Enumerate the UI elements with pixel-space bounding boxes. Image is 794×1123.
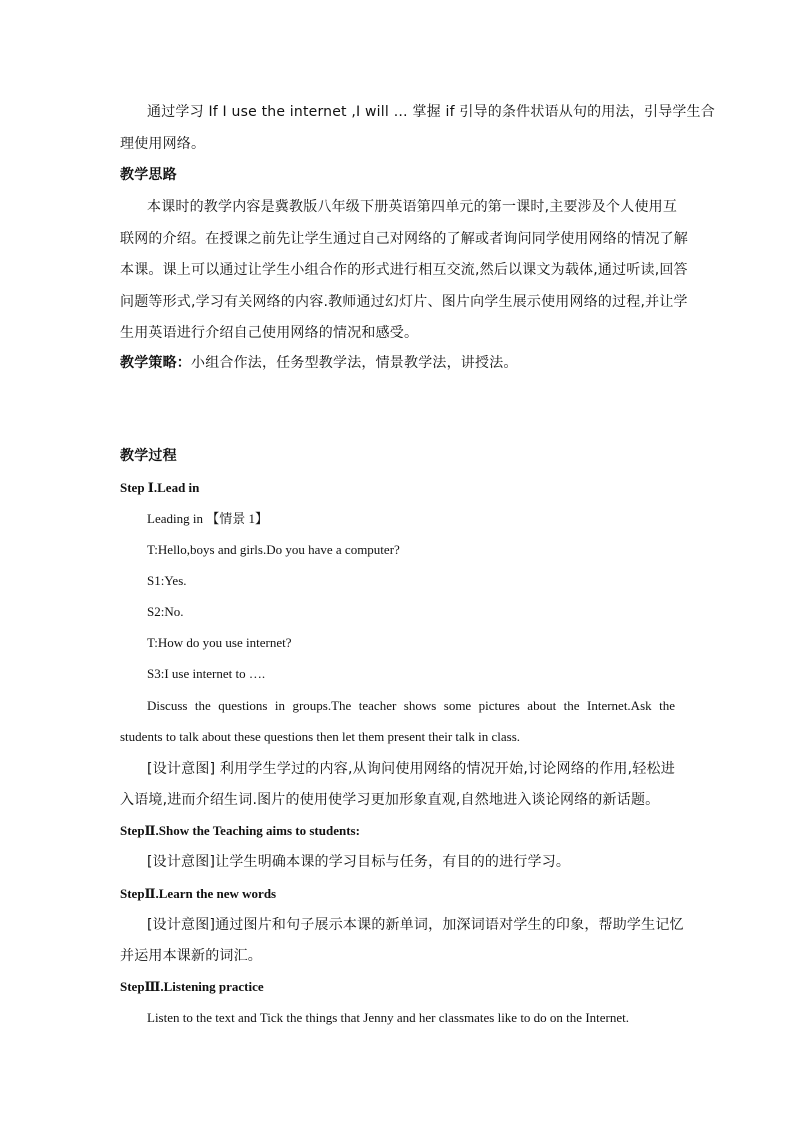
teaching-idea-line-4: 问题等形式,学习有关网络的内容.教师通过幻灯片、图片向学生展示使用网络的过程,并让学	[120, 294, 688, 310]
step3-design-line-2: 并运用本课新的词汇。	[120, 948, 262, 964]
dialogue-line-1: T:Hello,boys and girls.Do you have a computer?	[147, 542, 400, 557]
intro-line-1: 通过学习 If I use the internet ,I will … 掌握 if 引导的条件状语从句的用法，引导学生合	[147, 104, 715, 120]
strategy-text: 小组合作法，任务型教学法，情景教学法，讲授法。	[191, 355, 518, 371]
step2-title: StepⅡ.Show the Teaching aims to students:	[120, 823, 360, 838]
intro-line-2: 理使用网络。	[120, 136, 206, 152]
teaching-idea-line-2: 联网的介绍。在授课之前先让学生通过自己对网络的了解或者询问同学使用网络的情况了解	[120, 231, 688, 247]
step1-title: Step Ⅰ.Lead in	[120, 480, 200, 495]
process-heading: 教学过程	[120, 448, 177, 464]
dialogue-line-2: S1:Yes.	[147, 573, 187, 588]
teaching-idea-line-5: 生用英语进行介绍自己使用网络的情况和感受。	[120, 325, 419, 341]
teaching-idea-line-3: 本课。课上可以通过让学生小组合作的形式进行相互交流,然后以课文为载体,通过听读,回答	[120, 262, 688, 278]
step3-title: StepⅡ.Learn the new words	[120, 886, 277, 901]
strategy-label: 教学策略：	[120, 355, 191, 371]
step3-design-line-1: [设计意图]通过图片和句子展示本课的新单词，加深词语对学生的印象，帮助学生记忆	[147, 917, 684, 933]
discuss-line-1: Discuss the questions in groups.The teacher shows some pictures about the Internet.Ask the	[147, 698, 675, 713]
step2-design: [设计意图]让学生明确本课的学习目标与任务，有目的的进行学习。	[147, 854, 571, 870]
dialogue-line-3: S2:No.	[147, 604, 184, 619]
teaching-idea-line-1: 本课时的教学内容是冀教版八年级下册英语第四单元的第一课时,主要涉及个人使用互	[147, 199, 678, 215]
step1-design-line-2: 入语境,进而介绍生词.图片的使用使学习更加形象直观,自然地进入谈论网络的新话题。	[120, 792, 660, 808]
dialogue-line-4: T:How do you use internet?	[147, 635, 292, 650]
step4-title: StepⅢ.Listening practice	[120, 979, 264, 994]
dialogue-line-5: S3:I use internet to ….	[147, 666, 266, 681]
step1-lead-in: Leading in 【情景 1】	[147, 511, 268, 526]
step1-design-line-1: [设计意图] 利用学生学过的内容,从询问使用网络的情况开始,讨论网络的作用,轻松进	[147, 761, 675, 777]
step4-text: Listen to the text and Tick the things that Jenny and her classmates like to do on the Internet.	[147, 1010, 629, 1025]
strategy-line	[120, 353, 675, 373]
discuss-line-2: students to talk about these questions then let them present their talk in class.	[120, 729, 521, 744]
teaching-idea-heading: 教学思路	[120, 167, 177, 183]
